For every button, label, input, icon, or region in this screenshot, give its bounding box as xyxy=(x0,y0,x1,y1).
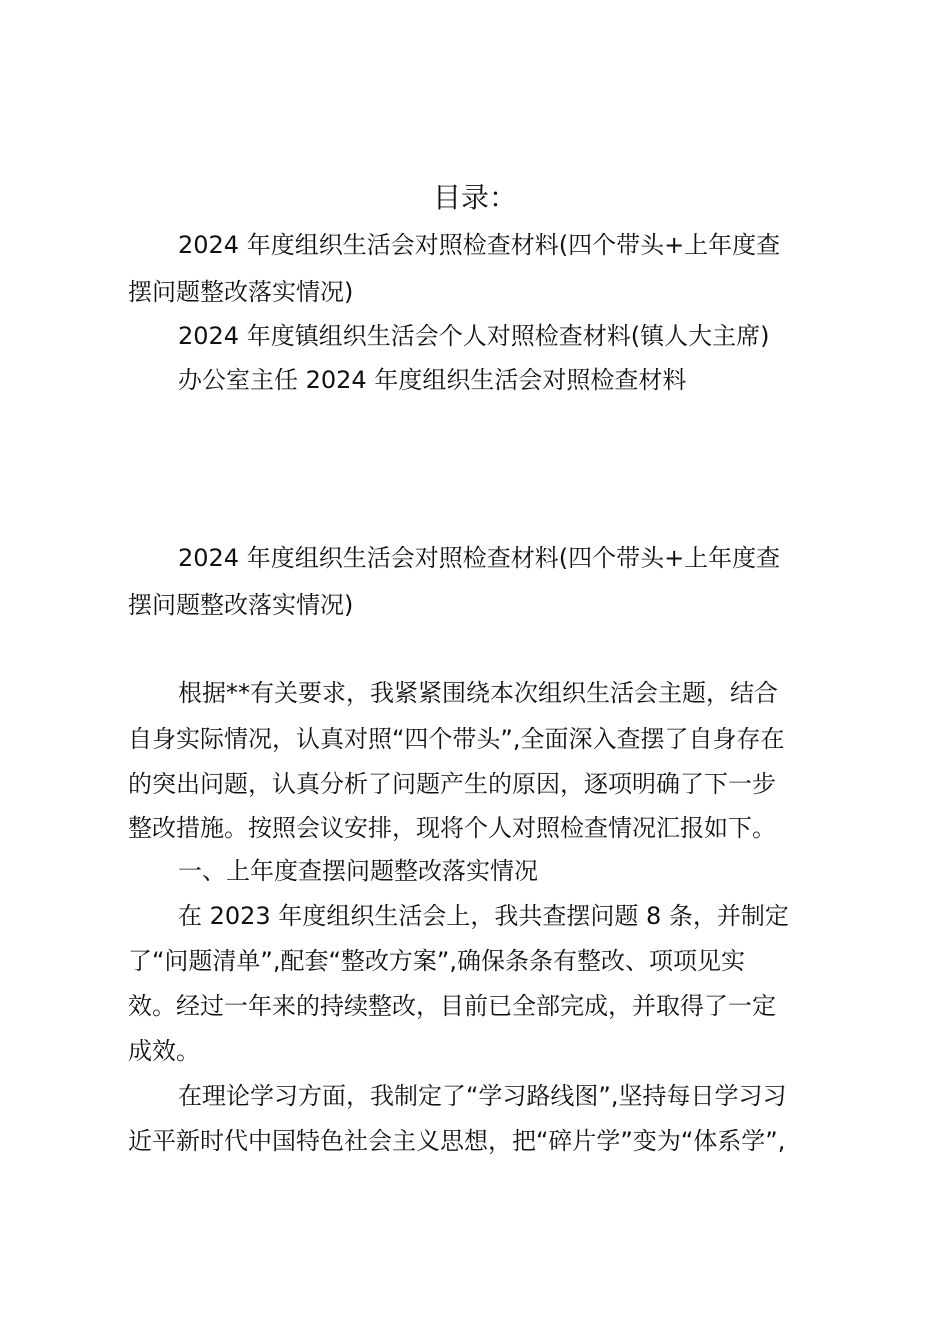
section-heading: 一、上年度查摆问题整改落实情况 xyxy=(178,857,538,885)
paragraph-3-line-1: 在理论学习方面，我制定了“学习路线图”,坚持每日学习习 xyxy=(178,1082,787,1110)
paragraph-3-line-2: 近平新时代中国特色社会主义思想，把“碎片学”变为“体系学”, xyxy=(128,1127,786,1155)
paragraph-1-line-1: 根据**有关要求，我紧紧围绕本次组织生活会主题，结合 xyxy=(178,679,778,707)
paragraph-1-line-3: 的突出问题，认真分析了问题产生的原因，逐项明确了下一步 xyxy=(128,770,776,798)
paragraph-1-line-4: 整改措施。按照会议安排，现将个人对照检查情况汇报如下。 xyxy=(128,814,776,842)
paragraph-2-line-3: 效。经过一年来的持续整改，目前已全部完成，并取得了一定 xyxy=(128,992,776,1020)
paragraph-2-line-2: 了“问题清单”,配套“整改方案”,确保条条有整改、项项见实 xyxy=(128,947,745,975)
paragraph-2-line-4: 成效。 xyxy=(128,1037,200,1065)
toc-item-1-line-1: 2024 年度组织生活会对照检查材料(四个带头+上年度查 xyxy=(178,231,781,259)
article-title-line-1: 2024 年度组织生活会对照检查材料(四个带头+上年度查 xyxy=(178,544,781,572)
paragraph-2-line-1: 在 2023 年度组织生活会上，我共查摆问题 8 条，并制定 xyxy=(178,902,789,930)
paragraph-1-line-2: 自身实际情况，认真对照“四个带头”,全面深入查摆了自身存在 xyxy=(128,725,785,753)
toc-title: 目录： xyxy=(432,181,517,214)
article-title-line-2: 摆问题整改落实情况) xyxy=(128,591,354,619)
toc-item-3: 办公室主任 2024 年度组织生活会对照检查材料 xyxy=(178,366,687,394)
toc-item-1-line-2: 摆问题整改落实情况) xyxy=(128,278,354,306)
toc-item-2: 2024 年度镇组织生活会个人对照检查材料(镇人大主席) xyxy=(178,322,770,350)
